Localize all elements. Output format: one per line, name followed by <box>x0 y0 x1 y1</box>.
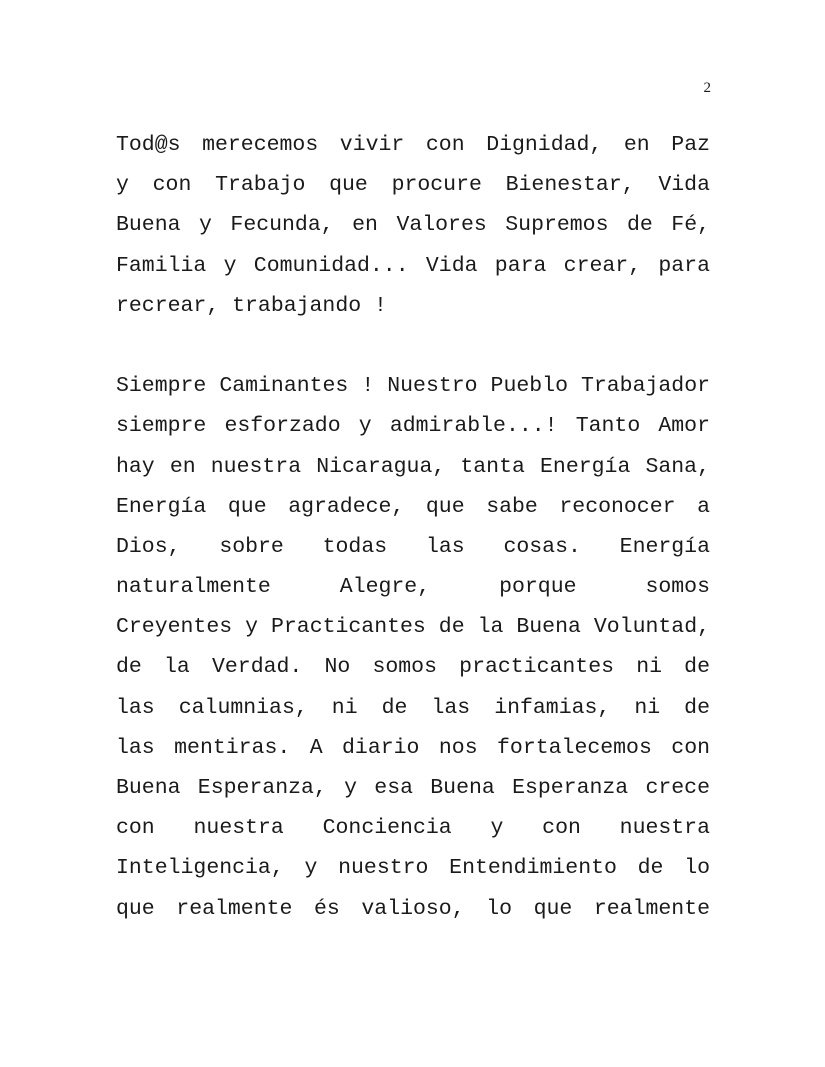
text-line: Dios, sobre todas las cosas. Energía <box>116 534 710 559</box>
text-line: Buena Esperanza, y esa Buena Esperanza crece <box>116 776 710 800</box>
text-line: las calumnias, ni de las infamias, ni de <box>116 695 710 720</box>
text-line: de la Verdad. No somos practicantes ni de <box>116 655 710 680</box>
paragraph-dignity <box>116 125 710 326</box>
page-number: 2 <box>703 80 711 96</box>
text-line: Energía que agradece, que sabe reconocer a <box>116 494 710 519</box>
text-line: las mentiras. A diario nos fortalecemos con <box>116 735 710 760</box>
text-line: con nuestra Conciencia y con nuestra <box>116 816 710 841</box>
text-line: Inteligencia, y nuestro Entendimiento de lo <box>116 856 710 881</box>
text-line: siempre esforzado y admirable...! Tanto Amor <box>116 414 710 439</box>
text-line: naturalmente Alegre, porque somos <box>116 575 710 600</box>
text-line: Siempre Caminantes ! Nuestro Pueblo Trabajador <box>116 374 710 399</box>
text-line: que realmente és valioso, lo que realmente <box>116 896 710 921</box>
document-body <box>116 125 710 929</box>
text-line: Buena y Fecunda, en Valores Supremos de Fé, <box>116 213 710 238</box>
text-line: recrear, trabajando ! <box>116 293 387 318</box>
text-line: hay en nuestra Nicaragua, tanta Energía Sana, <box>116 454 710 479</box>
paragraph-walkers <box>116 366 710 929</box>
text-line: Tod@s merecemos vivir con Dignidad, en Paz <box>116 133 710 157</box>
text-line: y con Trabajo que procure Bienestar, Vida <box>116 173 710 198</box>
paragraph-spacer <box>116 326 710 366</box>
text-line: Creyentes y Practicantes de la Buena Voluntad, <box>116 615 710 640</box>
text-line: Familia y Comunidad... Vida para crear, para <box>116 253 710 278</box>
